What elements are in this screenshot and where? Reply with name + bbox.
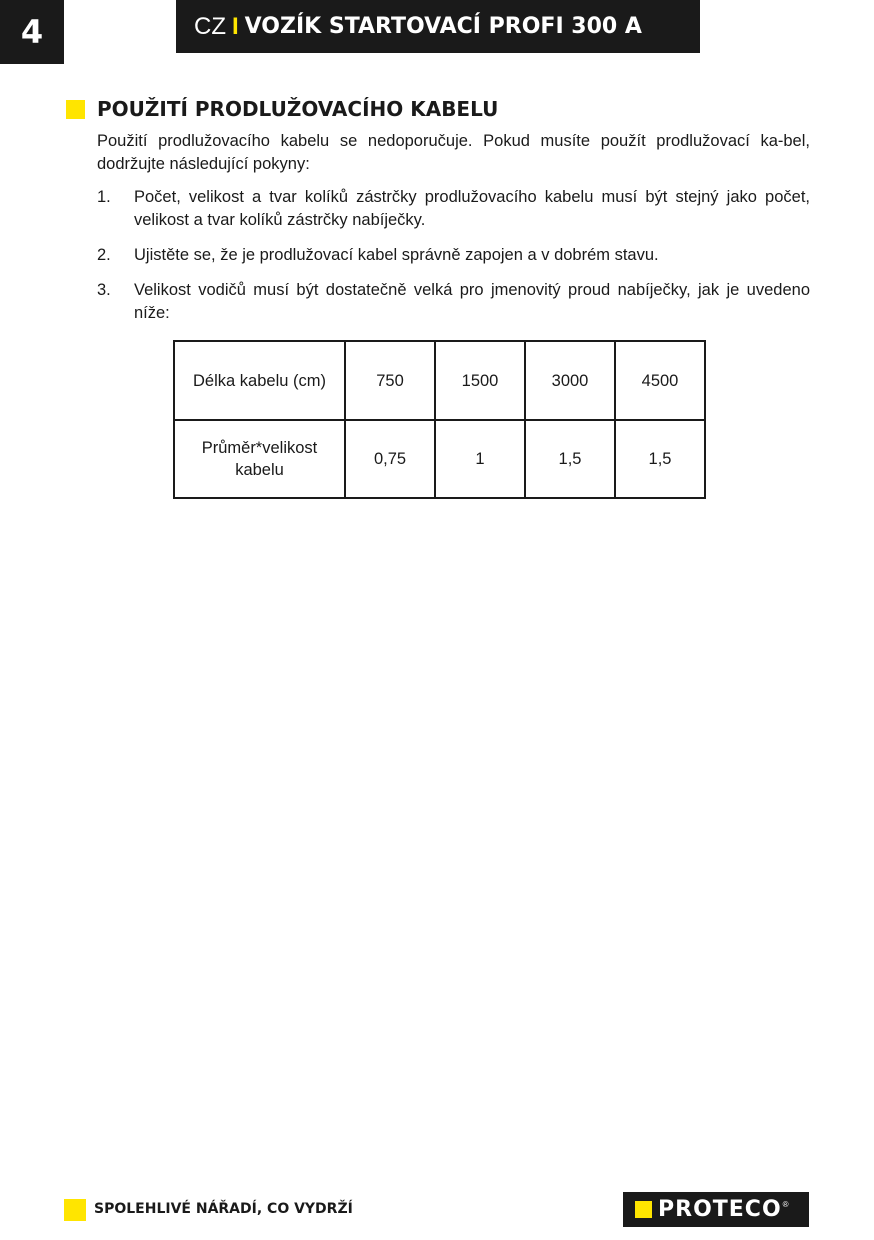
table-row-label: Průměr*velikost kabelu bbox=[174, 420, 345, 498]
table-cell: 1,5 bbox=[615, 420, 705, 498]
section-title: POUŽITÍ PRODLUŽOVACÍHO KABELU bbox=[97, 97, 499, 121]
table-cell: 1,5 bbox=[525, 420, 615, 498]
list-item bbox=[97, 244, 810, 267]
table-cell: 4500 bbox=[615, 341, 705, 420]
language-code: CZ bbox=[194, 12, 226, 40]
table-cell: 1 bbox=[435, 420, 525, 498]
page-number: 4 bbox=[0, 0, 64, 64]
intro-paragraph: Použití prodlužovacího kabelu se nedoporučuje. Pokud musíte použít prodlužovací ka-bel, dodržujte následující pokyny: bbox=[97, 132, 810, 173]
instruction-list bbox=[97, 186, 810, 337]
list-text: Ujistěte se, že je prodlužovací kabel správně zapojen a v dobrém stavu. bbox=[134, 246, 659, 264]
registered-mark: ® bbox=[782, 1200, 789, 1209]
list-text: Velikost vodičů musí být dostatečně velká pro jmenovitý proud nabíječky, jak je uvedeno níže: bbox=[134, 281, 810, 322]
header-separator: I bbox=[232, 12, 239, 40]
table-row bbox=[174, 341, 705, 420]
section-marker bbox=[66, 100, 85, 119]
list-item bbox=[97, 186, 810, 232]
table-cell: 3000 bbox=[525, 341, 615, 420]
list-number: 3. bbox=[97, 281, 111, 299]
table-cell: 750 bbox=[345, 341, 435, 420]
table-cell: 0,75 bbox=[345, 420, 435, 498]
document-title: VOZÍK STARTOVACÍ PROFI 300 A bbox=[244, 14, 642, 39]
list-text: Počet, velikost a tvar kolíků zástrčky prodlužovacího kabelu musí být stejný jako počet, velikost a tvar kolíků zástrčky nabíječky. bbox=[134, 188, 810, 229]
proteco-logo bbox=[623, 1192, 809, 1227]
table-cell: 1500 bbox=[435, 341, 525, 420]
table-row bbox=[174, 420, 705, 498]
table-row-label: Délka kabelu (cm) bbox=[174, 341, 345, 420]
cable-spec-table bbox=[173, 340, 706, 499]
footer-slogan: SPOLEHLIVÉ NÁŘADÍ, CO VYDRŽÍ bbox=[94, 1201, 353, 1217]
list-number: 2. bbox=[97, 246, 111, 264]
logo-wordmark: PROTECO bbox=[658, 1197, 782, 1222]
list-item bbox=[97, 279, 810, 325]
logo-square-icon bbox=[635, 1201, 652, 1218]
footer-marker bbox=[64, 1199, 86, 1221]
document-header bbox=[176, 0, 700, 53]
list-number: 1. bbox=[97, 188, 111, 206]
